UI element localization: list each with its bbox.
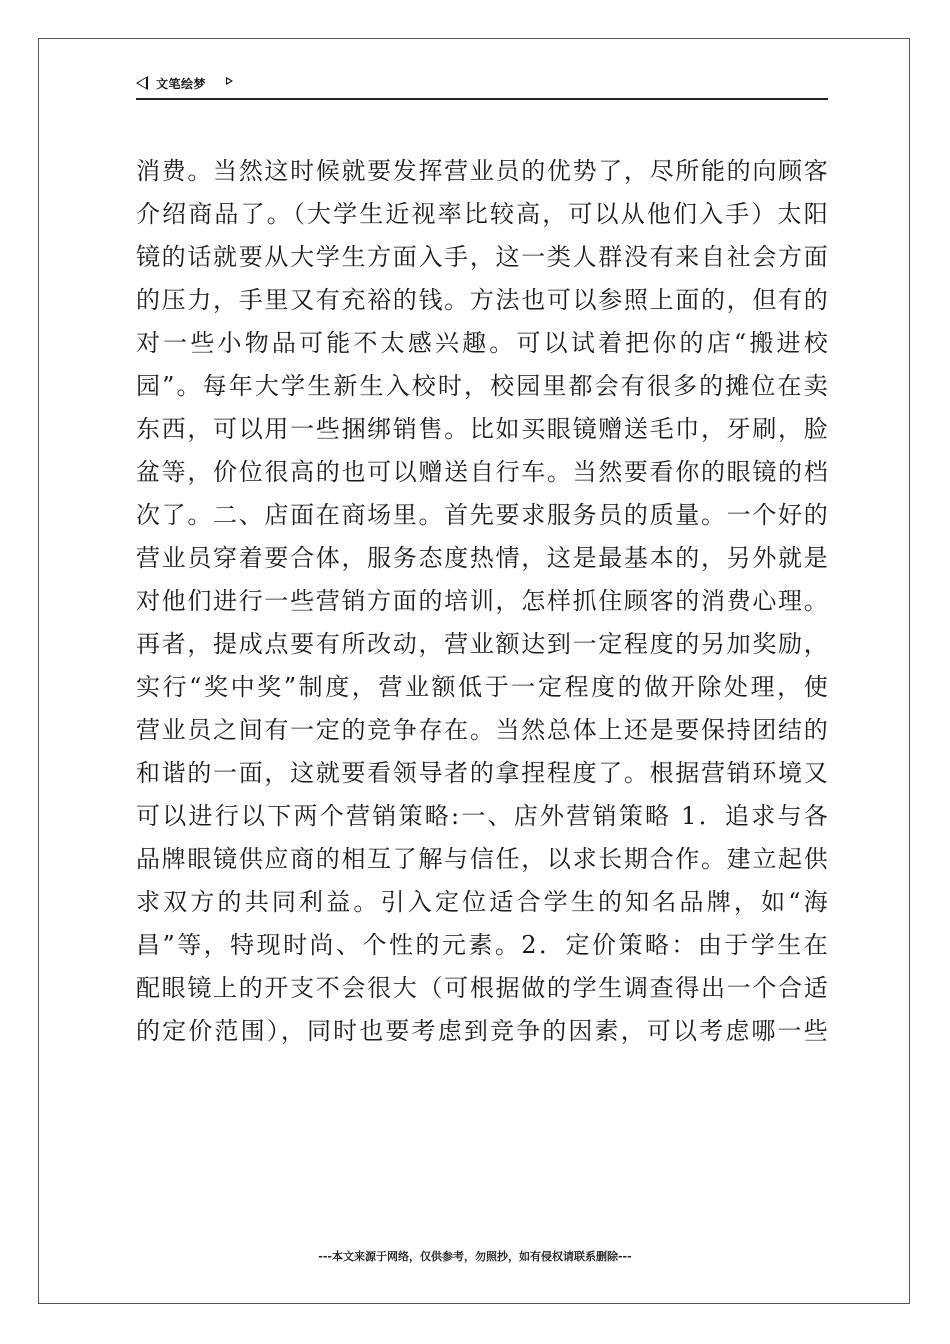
body-line: 的定价范围），同时也要考虑到竞争的因素，可以考虑哪一些 bbox=[136, 1017, 828, 1045]
header-title: 文笔绘梦 bbox=[156, 77, 207, 91]
page-header bbox=[136, 76, 828, 100]
document-body bbox=[136, 150, 828, 1053]
body-line: 镜的话就要从大学生方面入手，这一类人群没有来自社会方面 bbox=[136, 243, 828, 271]
body-line: 次了。二、店面在商场里。首先要求服务员的质量。一个好的 bbox=[136, 501, 828, 529]
body-line: 介绍商品了。（大学生近视率比较高，可以从他们入手）太阳 bbox=[136, 200, 828, 228]
body-line: 求双方的共同利益。引入定位适合学生的知名品牌，如“海 bbox=[136, 888, 828, 916]
body-line: 对他们进行一些营销方面的培训，怎样抓住顾客的消费心理。 bbox=[136, 587, 828, 615]
body-line: 和谐的一面，这就要看领导者的拿捏程度了。根据营销环境又 bbox=[136, 759, 828, 787]
body-line: 盆等，价位很高的也可以赠送自行车。当然要看你的眼镜的档 bbox=[136, 458, 828, 486]
body-line: 的压力，手里又有充裕的钱。方法也可以参照上面的，但有的 bbox=[136, 286, 828, 314]
body-line: 消费。当然这时候就要发挥营业员的优势了，尽所能的向顾客 bbox=[136, 157, 828, 185]
body-line: 对一些小物品可能不太感兴趣。可以试着把你的店“搬进校 bbox=[136, 329, 828, 357]
body-line: 品牌眼镜供应商的相互了解与信任，以求长期合作。建立起供 bbox=[136, 845, 828, 873]
right-triangle-icon bbox=[226, 77, 233, 85]
footer-disclaimer: ---本文来源于网络，仅供参考，勿照抄，如有侵权请联系删除--- bbox=[318, 1250, 632, 1263]
left-triangle-icon bbox=[136, 76, 148, 90]
body-line: 再者，提成点要有所改动，营业额达到一定程度的另加奖励， bbox=[136, 630, 828, 658]
body-line: 实行“奖中奖”制度，营业额低于一定程度的做开除处理，使 bbox=[136, 673, 828, 701]
body-line: 园”。每年大学生新生入校时，校园里都会有很多的摊位在卖 bbox=[136, 372, 828, 400]
body-line: 东西，可以用一些捆绑销售。比如买眼镜赠送毛巾，牙刷，脸 bbox=[136, 415, 828, 443]
body-line: 昌”等，特现时尚、个性的元素。2．定价策略：由于学生在 bbox=[136, 931, 828, 959]
body-line: 营业员之间有一定的竞争存在。当然总体上还是要保持团结的 bbox=[136, 716, 828, 744]
body-line: 配眼镜上的开支不会很大（可根据做的学生调查得出一个合适 bbox=[136, 974, 828, 1002]
body-line: 营业员穿着要合体，服务态度热情，这是最基本的，另外就是 bbox=[136, 544, 828, 572]
body-line: 可以进行以下两个营销策略:一、店外营销策略 1．追求与各 bbox=[136, 802, 828, 830]
